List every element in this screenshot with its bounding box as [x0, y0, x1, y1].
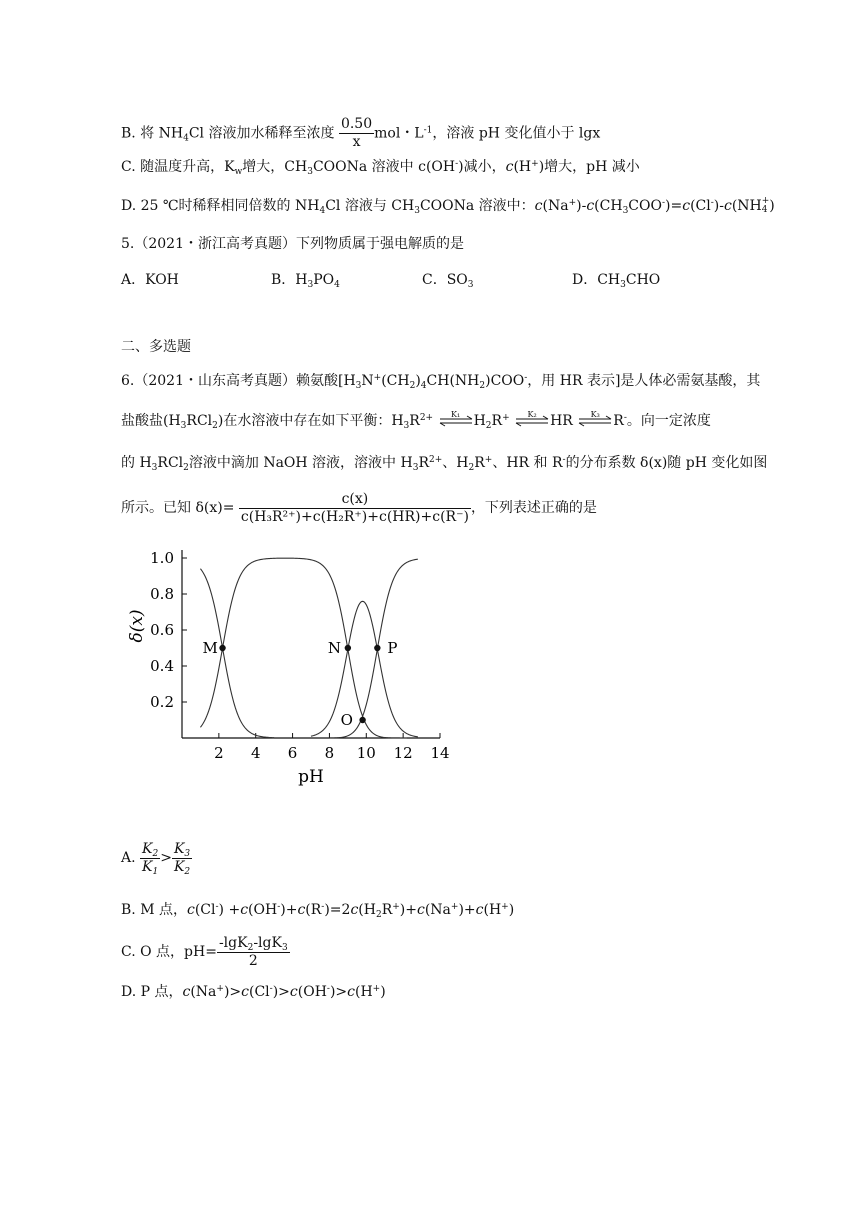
x-tick-label: 4: [250, 744, 261, 762]
y-axis-label: δ(x): [127, 609, 147, 643]
section-title: 二、多选题: [121, 339, 191, 355]
chart-ticks: [150, 549, 449, 762]
point-label-o: O: [340, 711, 353, 729]
q4-option-d: D. 25 ℃时稀释相同倍数的 $NH_4Cl$ 溶液与 $CH_3COONa$ 溶液中：$c(Na^+)-c(CH_3COO^-)=c(Cl^-)-c(NH$ + 4 ): [121, 196, 775, 216]
text: ，溶液 pH 变化值小于 lgx: [432, 125, 601, 142]
x-tick-label: 8: [324, 744, 335, 762]
q4-option-c: C. 随温度升高，$K_w$增大，$CH_3COONa$ 溶液中 c(OH-)减小，c(H+)增大，pH 减小: [121, 159, 640, 177]
point-label-p: P: [387, 639, 398, 657]
x-tick-label: 2: [214, 744, 224, 762]
x-axis-label: pH: [298, 767, 324, 787]
chart-axes: [182, 550, 440, 738]
q5-option-b: B．$H_3PO_4$: [271, 272, 340, 290]
chart-series: [200, 558, 417, 738]
equilibrium-arrow-k1: K₁: [438, 414, 474, 428]
chart-points: [203, 639, 398, 729]
equilibrium-arrow-k3: K₃: [577, 414, 613, 428]
distribution-chart: [127, 542, 460, 787]
q6-line-3: 的 $H_3RCl_2$溶液中滴加 NaOH 溶液，溶液中 $H_3R^{2+}$、$H_2R^+$、HR 和 R-的分布系数 δ(x)随 pH 变化如图: [121, 455, 768, 473]
option-a-right-fraction: $\frac{K_3}{K_2}$: [173, 840, 191, 877]
q5-stem: 5.（2021・浙江高考真题）下列物质属于强电解质的是: [121, 236, 464, 252]
text: B. 将 NH: [121, 125, 184, 142]
x-tick-label: 14: [430, 744, 450, 762]
text: mol・L: [374, 125, 424, 142]
q5-option-d: D．$CH_3CHO$: [572, 272, 661, 290]
text: Cl 溶液加水稀释至浓度: [188, 125, 335, 142]
point-p: [374, 645, 380, 651]
point-n: [345, 645, 351, 651]
delta-definition-fraction: $\frac{c(x)}{\text{c(H₃R²⁺)+c(H₂R⁺)+c(HR)+c(R⁻)}}$: [240, 490, 469, 525]
q6-option-a: A. $\frac{K_2}{K_1}$ > $\frac{K_3}{K_2}$: [121, 840, 191, 877]
point-label-n: N: [327, 639, 341, 657]
q6-option-b: B. M 点，$c(Cl^-) +c(OH^-)+c(R^-)=2c(H_2R^+)+c(Na^+)+c(H^+)$: [121, 902, 515, 920]
y-tick-label: 1.0: [150, 549, 174, 567]
option-a-left-fraction: $\frac{K_2}{K_1}$: [142, 840, 159, 877]
y-tick-label: 0.2: [150, 693, 174, 711]
y-tick-label: 0.4: [150, 657, 174, 675]
equilibrium-arrow-k2: K₂: [514, 414, 550, 428]
x-tick-label: 12: [393, 744, 413, 762]
point-label-m: M: [202, 639, 218, 657]
point-o: [359, 717, 365, 723]
y-tick-label: 0.8: [150, 585, 174, 603]
q6-line-2: 盐酸盐$(H_3RCl_2)$在水溶液中存在如下平衡：$H_3R^{2+}$ K₁ $H_2R^+$ K₂ HR K₃ R-。向一定浓度: [121, 410, 711, 431]
x-tick-label: 6: [287, 744, 298, 762]
option-c-fraction: $\frac{-\lg K_2-\lg K_3}{2}$: [218, 934, 288, 969]
x-tick-label: 10: [356, 744, 376, 762]
q6-option-d: D. P 点，c(Na+)>c(Cl-)>c(OH-)>c(H+): [121, 984, 386, 1000]
q5-option-c: C．$SO_3$: [422, 272, 474, 290]
q4-option-b: B. 将 $NH_4Cl$ 溶液加水稀释至浓度 $\frac{0.50}{x}$ mol・$L^{-1}$，溶液 pH 变化值小于 lgx: [121, 116, 601, 150]
q6-line-1: 6.（2021・山东高考真题）赖氨酸[$H_3N^+(CH_2)_4CH(NH_2)COO^-$，用 HR 表示]是人体必需氨基酸，其: [121, 373, 761, 391]
fraction: $\frac{0.50}{x}$: [340, 116, 373, 150]
q6-line-4: 所示。已知 δ(x)= $\frac{c(x)}{\text{c(H₃R²⁺)+c(H₂R⁺)+c(HR)+c(R⁻)}}$ ，下列表述正确的是: [121, 490, 597, 525]
point-m: [219, 645, 225, 651]
q5-options: [121, 271, 721, 289]
q6-option-c: C. O 点，pH= $\frac{-\lg K_2-\lg K_3}{2}$: [121, 934, 288, 969]
y-tick-label: 0.6: [150, 621, 174, 639]
series-hr: [311, 601, 418, 737]
q5-option-a: A．KOH: [121, 272, 179, 288]
